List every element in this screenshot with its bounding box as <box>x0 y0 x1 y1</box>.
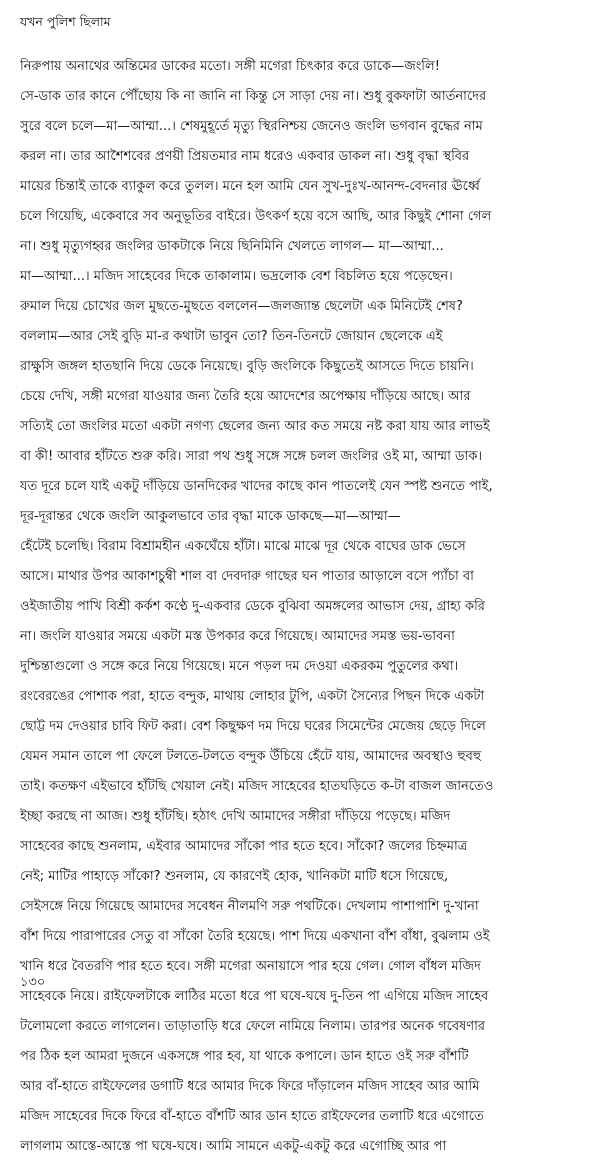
text-line: সাহেবকে নিয়ে। রাইফেলটাকে লাঠির মতো ধরে পা ঘষে-ঘষে দু-তিন পা এগিয়ে মজিদ সাহেব <box>20 989 489 1004</box>
text-line: সত্যিই তো জংলির মতো একটা নগণ্য ছেলের জন্য আর কত সময়ে নষ্ট করা যায় আর লাভই <box>20 419 490 434</box>
text-line: আসে। মাথার উপর আকাশচুম্বী শাল বা দেবদারু গাছের ঘন পাতার আড়ালে বসে প্যাঁচা বা <box>20 569 474 584</box>
text-line: সেইসঙ্গে নিয়ে গিয়েছে আমাদের সবেধন নীলমণি সরু পথটিকে। দেখলাম পাশাপাশি দু-খানা <box>20 899 479 914</box>
text-line: খানি ধরে বৈতরণি পার হতে হবে। সঙ্গী মগেরা অনায়াসে পার হয়ে গেল। গোল বাঁধল মজিদ <box>20 959 481 974</box>
text-line: না। জংলি যাওয়ার সময়ে একটা মস্ত উপকার করে গিয়েছে। আমাদের সমস্ত ভয়-ভাবনা <box>20 629 455 644</box>
text-line: চলে গিয়েছি, একেবারে সব অনুভূতির বাইরে। উৎকর্ণ হয়ে বসে আছি, আর কিছুই শোনা গেল <box>20 209 492 224</box>
text-line: সুরে বলে চলে—মা—আম্মা...। শেষমুহূর্তে মৃত্যু স্থিরনিশ্চয় জেনেও জংলি ভগবান বুদ্ধের নাম <box>20 119 483 134</box>
text-line: নেই; মাটির পাহাড়ে সাঁকো? শুনলাম, যে কারণেই হোক, খানিকটা মাটি ধসে গিয়েছে, <box>20 869 449 884</box>
text-line: ছোট্ট দম দেওয়ার চাবি ফিট করা। বেশ কিছুক্ষণ দম দিয়ে ঘরের সিমেন্টের মেজেয় ছেড়ে দিলে <box>20 719 486 734</box>
text-line: মা—আম্মা...। মজিদ সাহেবের দিকে তাকালাম। ভদ্রলোক বেশ বিচলিত হয়ে পড়েছেন। <box>20 269 453 284</box>
body-text <box>20 52 584 1162</box>
text-line: পর ঠিক হল আমরা দুজনে একসঙ্গে পার হব, যা থাকে কপালে। ডান হাতে ওই সরু বাঁশটি <box>20 1049 469 1064</box>
text-line: হেঁটেই চলেছি। বিরাম বিশ্রামহীন একঘেঁয়ে হাঁটা। মাঝে মাঝে দূর থেকে বাঘের ডাক ভেসে <box>20 539 466 554</box>
text-line: করল না। তার আশৈশবের প্রণয়ী প্রিয়তমার নাম ধরেও একবার ডাকল না। শুধু বৃদ্ধা স্থবির <box>20 149 470 164</box>
text-line: আর বাঁ-হাতে রাইফেলের ডগাটি ধরে আমার দিকে ফিরে দাঁড়ালেন মজিদ সাহেব আর আমি <box>20 1079 480 1094</box>
text-line: মায়ের চিন্তাই তাকে ব্যাকুল করে তুলল। মনে হল আমি যেন সুখ-দুঃখ-আনন্দ-বেদনার ঊর্ধ্বে <box>20 179 480 194</box>
running-head: যখন পুলিশ ছিলাম <box>20 14 111 29</box>
text-line: রাক্ষুসি জঙ্গল হাতছানি দিয়ে ডেকে নিয়েছে। বুড়ি জংলিকে কিছুতেই আসতে দিতে চায়নি। <box>20 359 474 374</box>
text-line: রংবেরঙের পোশাক পরা, হাতে বন্দুক, মাথায় লোহার টুপি, একটা সৈন্যের পিছন দিকে একটা <box>20 689 485 704</box>
text-line: না। শুধু মৃত্যুগহ্বর জংলির ডাকটাকে নিয়ে ছিনিমিনি খেলতে লাগল— মা—আম্মা... <box>20 239 444 254</box>
text-line: যত দূরে চলে যাই একটু দাঁড়িয়ে ডানদিকের খাদের কাছে কান পাতলেই যেন স্পষ্ট শুনতে পাই, <box>20 479 493 494</box>
text-line: সাহেবের কাছে শুনলাম, এইবার আমাদের সাঁকো পার হতে হবে। সাঁকো? জলের চিহ্নমাত্র <box>20 839 468 854</box>
text-line: রুমাল দিয়ে চোখের জল মুছতে-মুছতে বললেন—জলজ্যান্ত ছেলেটা এক মিনিটেই শেষ? <box>20 299 463 314</box>
text-line: ইচ্ছা করছে না আজ। শুধু হাঁটছি। হঠাৎ দেখি আমাদের সঙ্গীরা দাঁড়িয়ে পড়েছে। মজিদ <box>20 809 451 824</box>
text-line: বা কী! আবার হাঁটতে শুরু করি। সারা পথ শুধু সঙ্গে সঙ্গে চলল জংলির ওই মা, আম্মা ডাক। <box>20 449 483 464</box>
text-line: দূর-দূরান্তর থেকে জংলি আকুলভাবে তার বৃদ্ধা মাকে ডাকছে—মা—আম্মা— <box>20 509 401 524</box>
text-line: চেয়ে দেখি, সঙ্গী মগেরা যাওয়ার জন্য তৈরি হয়ে আদেশের অপেক্ষায় দাঁড়িয়ে আছে। আর <box>20 389 471 404</box>
text-line: ওইজাতীয় পাখি বিশ্রী কর্কশ কণ্ঠে দু-একবার ডেকে বুঝিবা অমঙ্গলের আভাস দেয়, গ্রাহ্য করি <box>20 599 485 614</box>
text-line: তাই। কতক্ষণ এইভাবে হাঁটছি খেয়াল নেই। মজিদ সাহেবের হাতঘড়িতে ক-টা বাজল জানতেও <box>20 779 494 794</box>
text-line: টলোমলো করতে লাগলেন। তাড়াতাড়ি ধরে ফেলে নামিয়ে নিলাম। তারপর অনেক গবেষণার <box>20 1019 486 1034</box>
text-line: লাগলাম আস্তে-আস্তে পা ঘষে-ঘষে। আমি সামনে একটু-একটু করে এগোচ্ছি আর পা <box>20 1139 447 1154</box>
page-number: ১৩০ <box>20 975 46 990</box>
text-line: যেমন সমান তালে পা ফেলে টলতে-টলতে বন্দুক উঁচিয়ে হেঁটে যায়, আমাদের অবস্থাও হুবহু <box>20 749 482 764</box>
text-line: দুশ্চিন্তাগুলো ও সঙ্গে করে নিয়ে গিয়েছে। মনে পড়ল দম দেওয়া একরকম পুতুলের কথা। <box>20 659 459 674</box>
text-line: সে-ডাক তার কানে পৌঁছোয় কি না জানি না কিন্তু সে সাড়া দেয় না। শুধু বুকফাটা আর্তনাদের <box>20 89 487 104</box>
text-line: নিরুপায় অনাথের অন্তিমের ডাকের মতো। সঙ্গী মগেরা চিৎকার করে ডাকে—জংলি! <box>20 59 440 74</box>
text-line: বললাম—আর সেই বুড়ি মা-র কথাটা ভাবুন তো? তিন-তিনটে জোয়ান ছেলেকে এই <box>20 329 443 344</box>
text-line: বাঁশ দিয়ে পারাপারের সেতু বা সাঁকো তৈরি হয়েছে। পাশ দিয়ে একখানা বাঁশ বাঁধা, বুঝলাম ওই <box>20 929 490 944</box>
text-line: মজিদ সাহেবের দিকে ফিরে বাঁ-হাতে বাঁশটি আর ডান হাতে রাইফেলের তলাটি ধরে এগোতে <box>20 1109 484 1124</box>
